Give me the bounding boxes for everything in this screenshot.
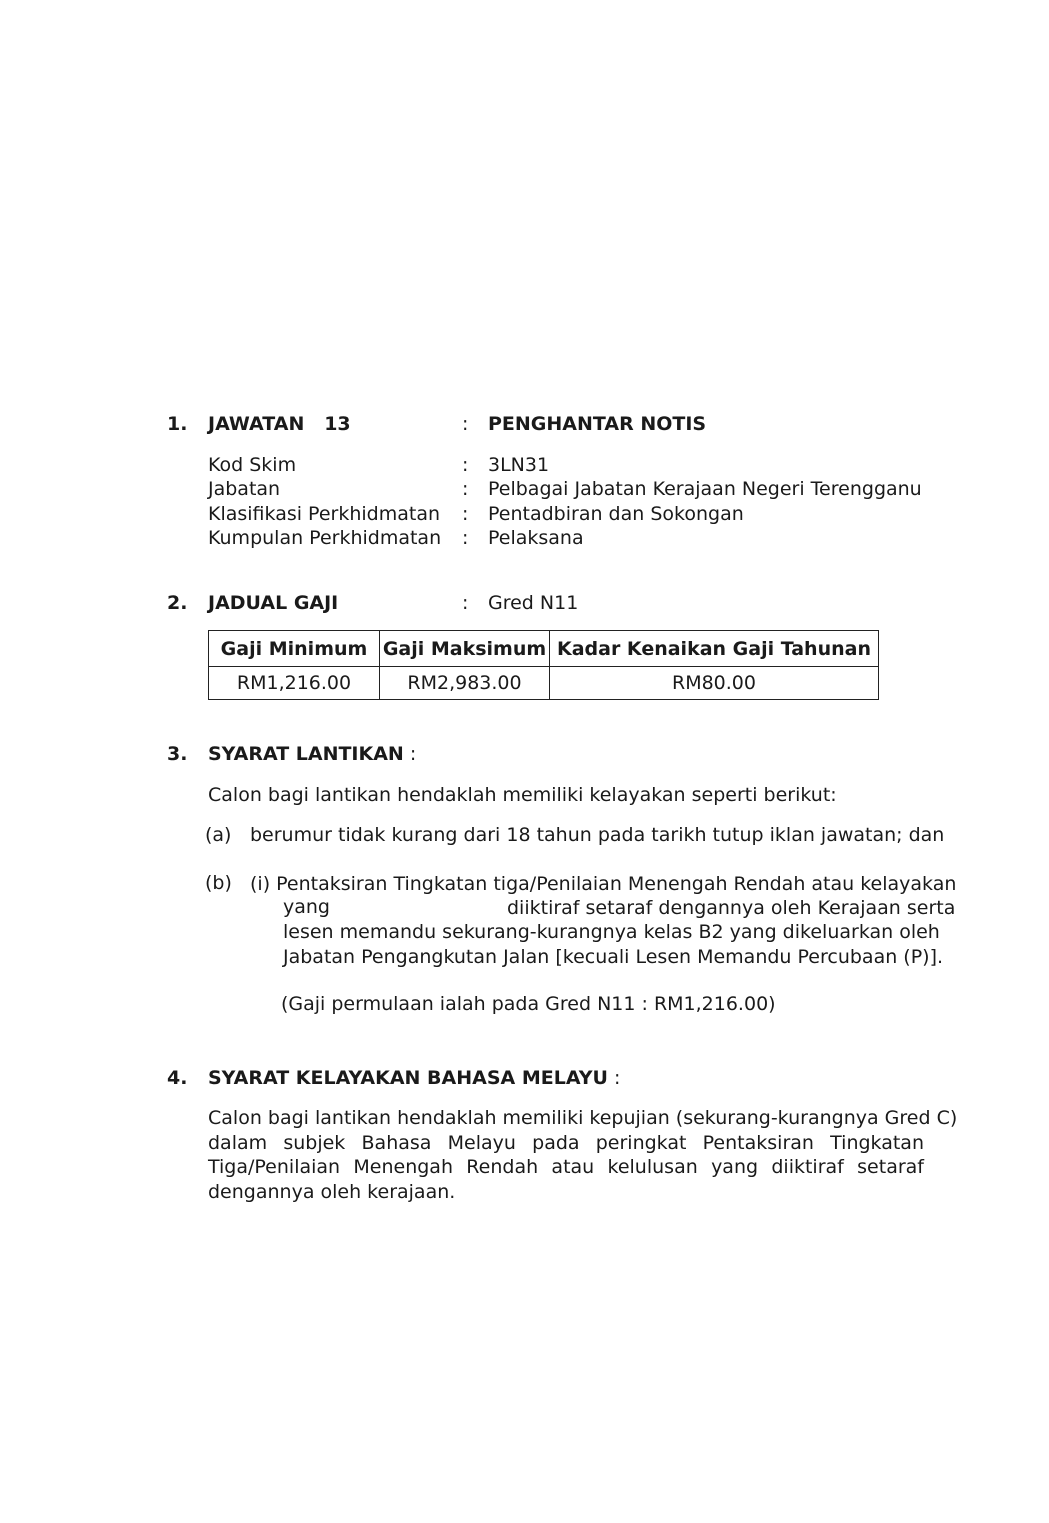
item-b-line-2b: diiktiraf setaraf dengannya oleh Kerajaan serta [507,897,956,919]
klasifikasi-label: Klasifikasi Perkhidmatan [208,503,441,525]
section-2-colon: : [462,592,469,614]
cell-gaji-maksimum: RM2,983.00 [380,667,550,700]
kumpulan-value: Pelaksana [488,527,584,549]
section-4-heading: SYARAT KELAYAKAN BAHASA MELAYU [208,1067,608,1089]
header-kadar-kenaikan: Kadar Kenaikan Gaji Tahunan [550,631,879,667]
section-4-line-1: Calon bagi lantikan hendaklah memiliki kepujian (sekurang-kurangnya Gred C) [208,1107,958,1129]
item-a-text: berumur tidak kurang dari 18 tahun pada tarikh tutup iklan jawatan; dan [250,824,945,846]
cell-gaji-minimum: RM1,216.00 [209,667,380,700]
jabatan-label: Jabatan [208,478,281,500]
header-gaji-maksimum: Gaji Maksimum [380,631,550,667]
section-3-heading-colon: : [403,743,417,765]
section-1-colon: : [462,413,469,435]
kod-skim-label: Kod Skim [208,454,297,476]
gred-value: Gred N11 [488,592,579,614]
starting-salary-note: (Gaji permulaan ialah pada Gred N11 : RM1,216.00) [281,993,776,1015]
section-1-heading: JAWATAN 13 [208,413,351,435]
section-3-heading-wrap [208,743,416,765]
section-4-line-2: dalam subjek Bahasa Melayu pada peringkat Pentaksiran Tingkatan [208,1131,924,1154]
item-b-line-1-wrap [250,872,957,897]
item-a-marker: (a) [205,824,232,846]
jabatan-colon: : [462,478,469,500]
header-gaji-minimum: Gaji Minimum [209,631,380,667]
kod-skim-value: 3LN31 [488,454,550,476]
item-b-line-2a: yang [283,896,330,918]
jabatan-value: Pelbagai Jabatan Kerajaan Negeri Terengganu [488,478,922,500]
section-4-line-3: Tiga/Penilaian Menengah Rendah atau kelulusan yang diiktiraf setaraf [208,1156,924,1178]
kumpulan-label: Kumpulan Perkhidmatan [208,527,442,549]
section-2-heading: JADUAL GAJI [208,592,339,614]
klasifikasi-colon: : [462,503,469,525]
section-4-line-4: dengannya oleh kerajaan. [208,1180,456,1203]
kumpulan-colon: : [462,527,469,549]
section-4-paragraph [208,1106,958,1204]
item-b-line-2b-wrap [507,896,956,921]
item-b-line-4: Jabatan Pengangkutan Jalan [kecuali Lesen Memandu Percubaan (P)]. [283,945,944,968]
item-b-paragraph [283,920,944,969]
section-2-number: 2. [167,592,188,614]
section-1-number: 1. [167,413,188,435]
section-3-intro: Calon bagi lantikan hendaklah memiliki kelayakan seperti berikut: [208,784,837,806]
cell-kadar-kenaikan: RM80.00 [550,667,879,700]
kod-skim-colon: : [462,454,469,476]
klasifikasi-value: Pentadbiran dan Sokongan [488,503,744,525]
section-3-number: 3. [167,743,188,765]
section-4-heading-wrap [208,1067,620,1089]
item-b-line-1: (i) Pentaksiran Tingkatan tiga/Penilaian Menengah Rendah atau kelayakan [250,873,957,895]
salary-table [208,630,879,700]
salary-table-row [209,667,879,700]
item-b-line-3: lesen memandu sekurang-kurangnya kelas B2 yang dikeluarkan oleh [283,921,940,943]
section-4-number: 4. [167,1067,188,1089]
section-4-heading-colon: : [607,1067,621,1089]
section-3-heading: SYARAT LANTIKAN [208,743,404,765]
salary-table-header [209,631,879,667]
item-b-marker: (b) [205,872,232,894]
job-title: PENGHANTAR NOTIS [488,413,707,435]
